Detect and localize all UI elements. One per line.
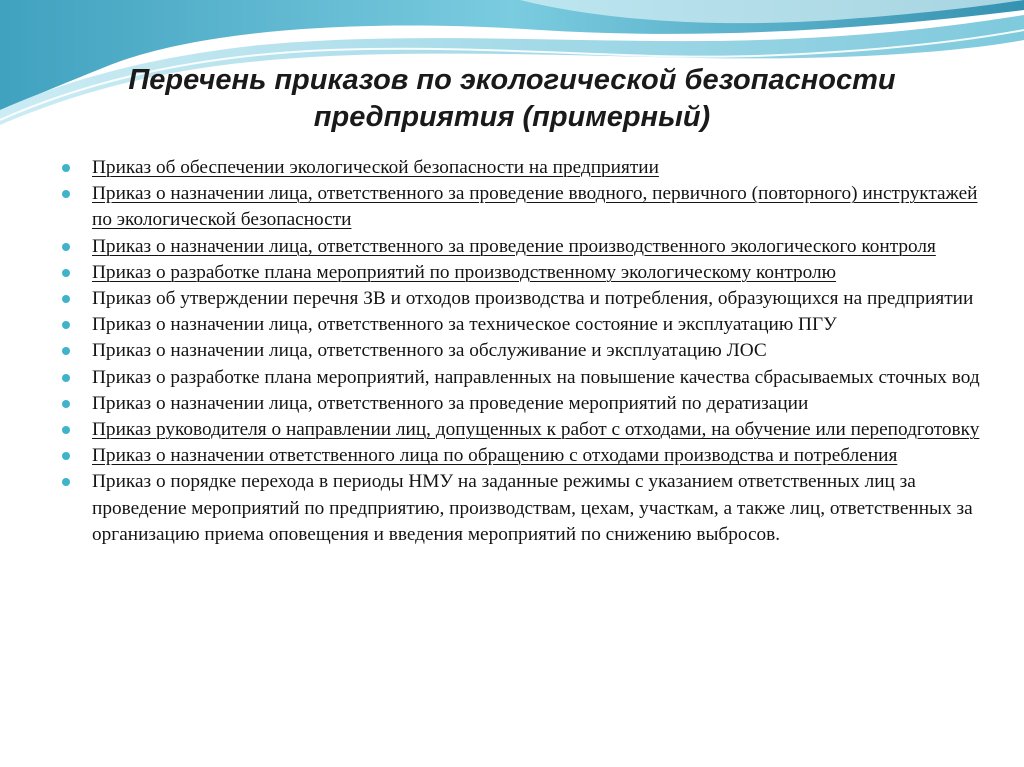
list-item-text: Приказ о назначении лица, ответственного за проведение производственного экологического контроля (92, 235, 936, 257)
bullet-icon (62, 426, 70, 434)
list-item-text: Приказ о назначении лица, ответственного за обслуживание и эксплуатацию ЛОС (92, 340, 767, 362)
list-item (60, 365, 1000, 391)
list-item (60, 286, 1000, 312)
list-item (60, 338, 1000, 364)
bullet-icon (62, 269, 70, 277)
list-item (60, 391, 1000, 417)
slide-title (60, 62, 964, 136)
list-item (60, 469, 1000, 548)
bullet-icon (62, 164, 70, 172)
list-item-text: Приказ об обеспечении экологической безопасности на предприятии (92, 157, 659, 178)
list-item (60, 312, 1000, 338)
bullet-icon (62, 243, 70, 251)
order-list (60, 155, 1000, 548)
list-item (60, 260, 1000, 286)
list-item (60, 417, 1000, 443)
list-item-text: Приказ об утверждении перечня ЗВ и отходов производства и потребления, образующихся на предприятии (92, 288, 974, 310)
list-item-text: Приказ о разработке плана мероприятий по производственному экологическому контролю (92, 261, 837, 283)
list-item-text: Приказ о разработке плана мероприятий, направленных на повышение качества сбрасываемых сточных вод (92, 366, 980, 388)
list-item-text: Приказ о назначении лица, ответственного за проведение вводного, первичного (повторного) инструктажей по экологической безопасности (92, 183, 978, 231)
bullet-icon (62, 295, 70, 303)
bullet-icon (62, 400, 70, 408)
list-item-text: Приказ о назначении ответственного лица по обращению с отходами производства и потребления (92, 445, 898, 467)
list-item (60, 234, 1000, 260)
bullet-icon (62, 452, 70, 460)
bullet-icon (62, 321, 70, 329)
list-item-text: Приказ о порядке перехода в периоды НМУ на заданные режимы с указанием ответственных лиц за проведение мероприятий по предприятию, производствам, цехам, участкам, а также лиц, ответственных за организацию приема оповещения и введения мероприятий по снижению выбросов. (92, 471, 973, 545)
slide-title-line-1: Перечень приказов по экологической безопасности (128, 64, 896, 96)
bullet-icon (62, 478, 70, 486)
bullet-icon (62, 347, 70, 355)
list-item (60, 181, 1000, 233)
list-item-text: Приказ руководителя о направлении лиц, допущенных к работ с отходами, на обучение или переподготовку (92, 419, 980, 441)
list-item (60, 443, 1000, 469)
bullet-icon (62, 374, 70, 382)
list-item-text: Приказ о назначении лица, ответственного за проведение мероприятий по дератизации (92, 392, 809, 414)
list-item (60, 155, 1000, 181)
slide-title-line-2: предприятия (примерный) (313, 101, 711, 133)
list-item-text: Приказ о назначении лица, ответственного за техническое состояние и эксплуатацию ПГУ (92, 314, 837, 336)
bullet-icon (62, 190, 70, 198)
